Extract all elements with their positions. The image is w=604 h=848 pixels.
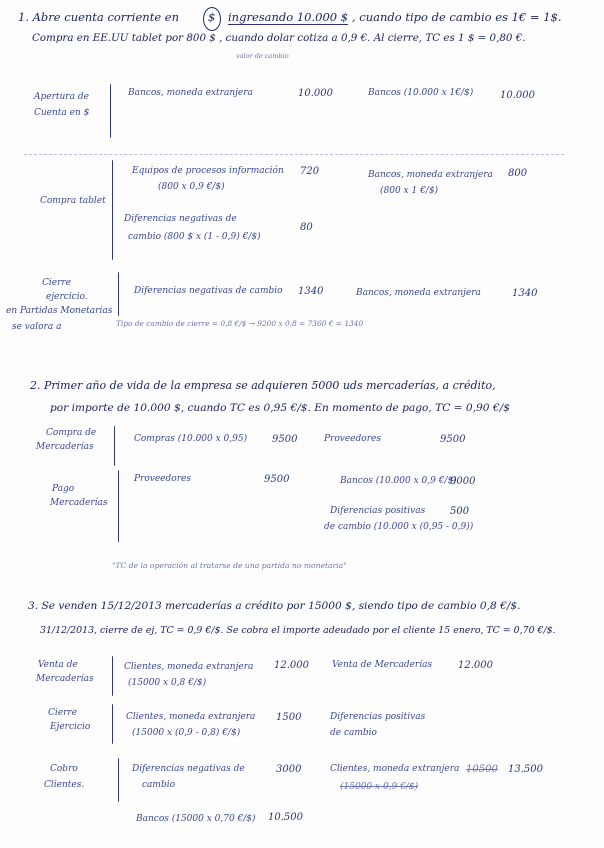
- compra-debit1-account-a: Equipos de procesos información: [132, 166, 284, 176]
- ex1-statement-line2: Compra en EE.UU tablet por 800 $ , cuando dolar cotiza a 0,9 €. Al cierre, TC es 1 $ = 0,80 €.: [32, 32, 526, 44]
- apertura-debit-amount: 10.000: [298, 88, 333, 99]
- ex2-note: "TC de la operación al tratarse de una partida no monetaria": [112, 561, 347, 570]
- cierre-label-4: se valora a: [12, 322, 62, 332]
- ex2-pago-credit2-account-b: de cambio (10.000 x (0,95 - 0,9)): [324, 522, 474, 532]
- ex3-cobro-debit1-amount: 3000: [276, 764, 302, 775]
- ex2-compra-label-2: Mercaderías: [36, 442, 94, 452]
- ex3-venta-credit-account: Venta de Mercaderías: [332, 660, 433, 670]
- ex3-venta-debit-account-a: Clientes, moneda extranjera: [124, 662, 254, 672]
- cierre-debit-account: Diferencias negativas de cambio: [134, 286, 283, 296]
- ex2-statement-line2: por importe de 10.000 $, cuando TC es 0,95 €/$. En momento de pago, TC = 0,90 €/$: [50, 402, 510, 414]
- brace: [110, 84, 111, 138]
- compra-credit-account-b: (800 x 1 €/$): [380, 186, 439, 196]
- ex2-pago-credit2-amount: 500: [450, 506, 470, 517]
- ex3-cierre-debit-account-b: (15000 x (0,9 - 0,8) €/$): [132, 728, 241, 738]
- ex3-cierre-label-1: Cierre: [48, 708, 78, 718]
- ex1-statement-rate: , cuando tipo de cambio es 1€ = 1$.: [352, 10, 562, 24]
- ex3-cobro-credit-amount: 13.500: [508, 764, 543, 775]
- ex3-statement-line1: 3. Se venden 15/12/2013 mercaderías a crédito por 15000 $, siendo tipo de cambio 0,8 €/$.: [28, 600, 521, 612]
- ex3-cierre-debit-account-a: Clientes, moneda extranjera: [126, 712, 256, 722]
- ex3-cobro-credit-amount-struck: 10500: [466, 764, 498, 775]
- apertura-credit-account: Bancos (10.000 x 1€/$): [368, 88, 474, 98]
- ex1-statement-line1: 1. Abre cuenta corriente en: [18, 10, 179, 24]
- ex2-pago-label-1: Pago: [52, 484, 75, 494]
- cierre-label-3: en Partidas Monetarias: [6, 306, 113, 316]
- ex1-statement-deposit: ingresando 10.000 $: [228, 10, 349, 24]
- brace: [118, 758, 119, 802]
- compra-credit-amount: 800: [508, 168, 528, 179]
- ex2-pago-credit1-amount: 9000: [450, 476, 476, 487]
- compra-tablet-label: Compra tablet: [40, 196, 106, 206]
- compra-credit-account-a: Bancos, moneda extranjera: [368, 170, 493, 180]
- apertura-debit-account: Bancos, moneda extranjera: [128, 88, 253, 98]
- brace: [112, 656, 113, 696]
- brace: [114, 426, 115, 466]
- ex2-compra-debit-amount: 9500: [272, 434, 298, 445]
- ex3-venta-label-1: Venta de: [38, 660, 78, 670]
- ex1-note: valor de cambio: [236, 52, 289, 60]
- ex3-cobro-debit1-account-a: Diferencias negativas de: [132, 764, 245, 774]
- ex2-pago-credit2-account-a: Diferencias positivas: [330, 506, 426, 516]
- apertura-credit-amount: 10.000: [500, 90, 535, 101]
- compra-debit1-amount: 720: [300, 166, 320, 177]
- ex2-statement-line1: 2. Primer año de vida de la empresa se adquieren 5000 uds mercaderías, a crédito,: [30, 379, 496, 392]
- ex2-pago-credit1-account: Bancos (10.000 x 0,9 €/$): [340, 476, 457, 486]
- cierre-label-1: Cierre: [42, 278, 72, 288]
- cierre-credit-account: Bancos, moneda extranjera: [356, 288, 481, 298]
- ex2-pago-debit-amount: 9500: [264, 474, 290, 485]
- brace: [118, 470, 119, 542]
- ex3-venta-debit-amount: 12.000: [274, 660, 309, 671]
- apertura-label-1: Apertura de: [34, 92, 89, 102]
- cierre-note: Tipo de cambio de cierre = 0,8 €/$ → 9200 x 0,8 = 7360 € = 1340: [116, 319, 364, 328]
- cierre-debit-amount: 1340: [298, 286, 324, 297]
- ex3-cobro-debit2-amount: 10.500: [268, 812, 303, 823]
- ex3-venta-label-2: Mercaderías: [36, 674, 94, 684]
- ex3-cobro-credit-account: Clientes, moneda extranjera: [330, 764, 460, 774]
- bleed-through-line: [24, 154, 564, 155]
- ex3-cobro-debit1-account-b: cambio: [142, 780, 175, 790]
- compra-debit2-account-a: Diferencias negativas de: [124, 214, 237, 224]
- ex2-pago-label-2: Mercaderías: [50, 498, 108, 508]
- ex3-cobro-debit2-account: Bancos (15000 x 0,70 €/$): [136, 814, 256, 824]
- ex3-venta-credit-amount: 12.000: [458, 660, 493, 671]
- ex3-cobro-label-2: Clientes.: [44, 780, 85, 790]
- cierre-label-2: ejercicio.: [46, 292, 88, 302]
- compra-debit1-account-b: (800 x 0,9 €/$): [158, 182, 225, 192]
- ex3-cobro-credit-note: (15000 x 0,9 €/$): [340, 782, 419, 792]
- ex2-compra-label-1: Compra de: [46, 428, 97, 438]
- compra-debit2-amount: 80: [300, 222, 313, 233]
- brace: [112, 160, 113, 260]
- apertura-label-2: Cuenta en $: [34, 108, 90, 118]
- ex2-pago-debit-account: Proveedores: [134, 474, 191, 484]
- ex3-statement-line2: 31/12/2013, cierre de ej, TC = 0,9 €/$. Se cobra el importe adeudado por el cliente 15 enero, TC = 0,70 €/$.: [40, 625, 556, 636]
- ex3-cierre-debit-amount: 1500: [276, 712, 302, 723]
- ex2-compra-credit-amount: 9500: [440, 434, 466, 445]
- ex3-cierre-credit-account-b: de cambio: [330, 728, 377, 738]
- ex2-compra-credit-account: Proveedores: [324, 434, 381, 444]
- brace: [118, 272, 119, 316]
- ex3-venta-debit-account-b: (15000 x 0,8 €/$): [128, 678, 207, 688]
- ex1-dollar: $: [208, 10, 216, 24]
- cierre-credit-amount: 1340: [512, 288, 538, 299]
- ex3-cierre-label-2: Ejercicio: [50, 722, 91, 732]
- ex2-compra-debit-account: Compras (10.000 x 0,95): [134, 434, 248, 444]
- ex3-cierre-credit-account-a: Diferencias positivas: [330, 712, 426, 722]
- compra-debit2-account-b: cambio (800 $ x (1 - 0,9) €/$): [128, 232, 261, 242]
- ex3-cobro-label-1: Cobro: [50, 764, 78, 774]
- brace: [112, 704, 113, 744]
